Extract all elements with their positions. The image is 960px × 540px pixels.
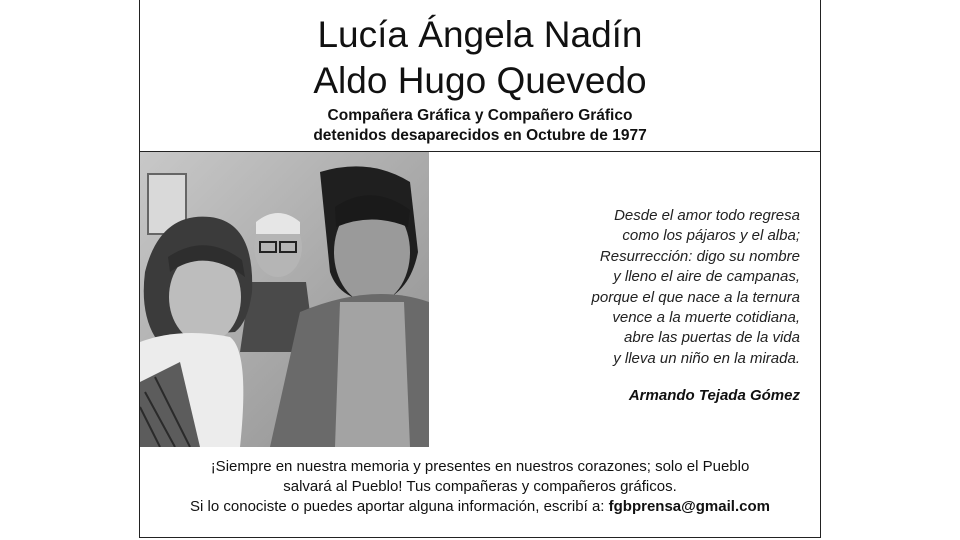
footer-line-2: salvará al Pueblo! Tus compañeras y compañeros gráficos. [283, 478, 677, 495]
poem-line: porque el que nace a la ternura [591, 288, 800, 306]
poem-line: y lleno el aire de campanas, [613, 268, 800, 286]
poem-author: Armando Tejada Gómez [628, 387, 800, 404]
poem-line: como los pájaros y el alba; [622, 227, 800, 245]
memorial-photo [140, 152, 429, 447]
poem-line: Resurrección: digo su nombre [599, 247, 800, 265]
poem-line: y lleva un niño en la mirada. [613, 349, 800, 367]
name-lucia: Lucía Ángela Nadín [317, 14, 643, 55]
poem-line: abre las puertas de la vida [624, 329, 800, 347]
contact-text: Si lo conociste o puedes aportar alguna información, escribí a: [190, 498, 609, 515]
footer-line-1: ¡Siempre en nuestra memoria y presentes en nuestros corazones; solo el Pueblo [210, 458, 750, 475]
photo-illustration [140, 152, 429, 447]
contact-email[interactable]: fgbprensa@gmail.com [608, 498, 770, 515]
name-aldo: Aldo Hugo Quevedo [313, 60, 647, 101]
subtitle-date: detenidos desaparecidos en Octubre de 1977 [313, 127, 647, 144]
poem-line: vence a la muerte cotidiana, [612, 309, 800, 327]
poem-line: Desde el amor todo regresa [614, 207, 800, 224]
memorial-card [139, 0, 821, 538]
subtitle-role: Compañera Gráfica y Compañero Gráfico [327, 107, 633, 124]
footer-line-3 [140, 498, 820, 515]
card-header [140, 0, 820, 152]
poem [592, 206, 800, 369]
